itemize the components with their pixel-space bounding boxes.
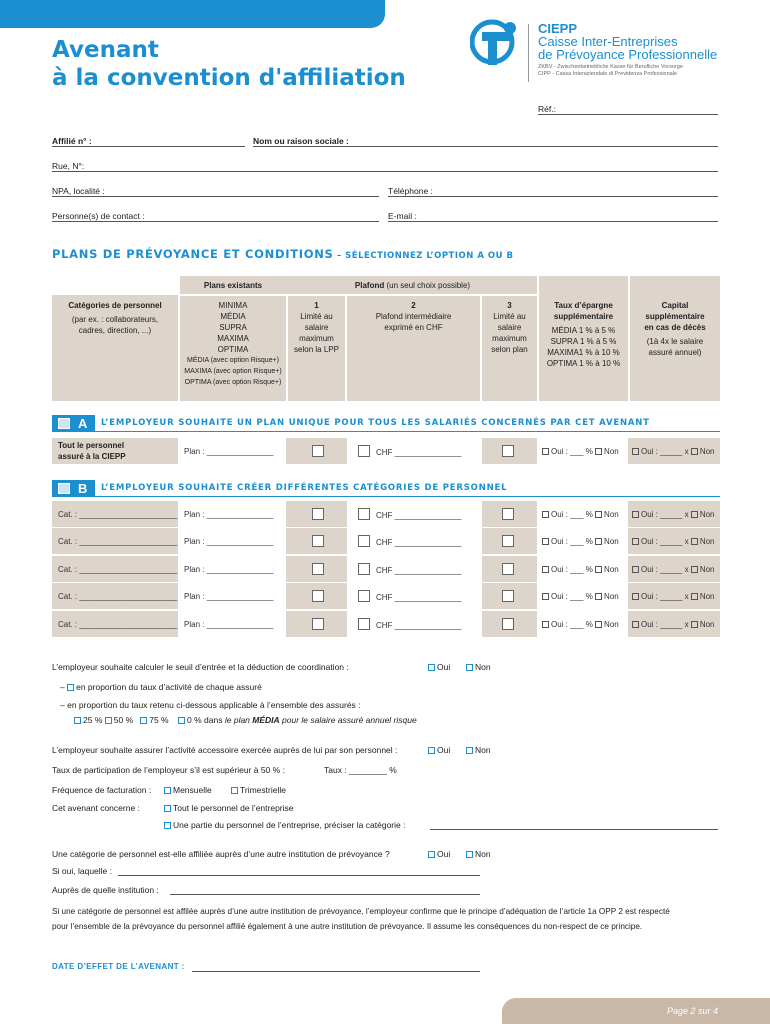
contact-field[interactable]: [52, 221, 379, 222]
taux-option[interactable]: Oui : ___ % Non: [542, 537, 619, 546]
plafond-1-checkbox[interactable]: [312, 618, 324, 630]
capital-option[interactable]: Oui : _____ x Non: [632, 447, 715, 456]
category-field[interactable]: Cat. : ______________________: [58, 592, 178, 601]
option-a-text: L’EMPLOYEUR SOUHAITE UN PLAN UNIQUE POUR TOUS LES SALARIÉS CONCERNÉS PAR CET AVENANT: [101, 418, 650, 428]
logo-separator: [528, 24, 529, 82]
concerne-tout[interactable]: Tout le personnel de l’entreprise: [164, 803, 294, 813]
taux-field[interactable]: Taux : ________ %: [324, 765, 397, 775]
institution-label: Auprès de quelle institution :: [52, 885, 159, 895]
plan-field[interactable]: Plan : _______________: [184, 620, 274, 629]
capital-option[interactable]: Oui : _____ x Non: [632, 592, 715, 601]
plafond-2-checkbox[interactable]: [358, 445, 370, 457]
facturation-trimestrielle[interactable]: Trimestrielle: [231, 785, 286, 795]
logo-text: CIEPP Caisse Inter-Entreprises de Prévoyance Professionnelle: [538, 21, 718, 62]
plafond-3-checkbox[interactable]: [502, 445, 514, 457]
category-field[interactable]: Cat. : ______________________: [58, 537, 178, 546]
facturation-mensuelle[interactable]: Mensuelle: [164, 785, 212, 795]
plafond-1-checkbox[interactable]: [312, 508, 324, 520]
laquelle-label: Si oui, laquelle :: [52, 866, 113, 876]
q-coordination-b: – en proportion du taux retenu ci-dessous applicable à l’ensemble des assurés :: [60, 700, 361, 710]
chf-field[interactable]: CHF _______________: [376, 566, 462, 575]
plafond-1-checkbox[interactable]: [312, 563, 324, 575]
option-b-text: L’EMPLOYEUR SOUHAITE CRÉER DIFFÉRENTES CATÉGORIES DE PERSONNEL: [101, 483, 508, 493]
capital-header: Capital supplémentaire en cas de décès (1à 4x le salaire assuré annuel): [644, 301, 706, 357]
plans-existants-header: Plans existants: [203, 281, 263, 290]
plan-field[interactable]: Plan : _______________: [184, 447, 274, 456]
q-coordination: L’employeur souhaite calculer le seuil d’entrée et la déduction de coordination :: [52, 662, 349, 672]
email-label: E-mail :: [388, 211, 417, 221]
concerne-partie[interactable]: Une partie du personnel de l’entreprise, préciser la catégorie :: [164, 820, 405, 830]
categories-header: Catégories de personnel (par ex. : collaborateurs, cadres, direction, ...): [68, 301, 162, 335]
npa-field[interactable]: [52, 196, 379, 197]
q-accessoire: L’employeur souhaite assurer l’activité accessoire exercée auprès de lui par son personnel :: [52, 745, 398, 755]
taux-option[interactable]: Oui : ___ % Non: [542, 620, 619, 629]
plafond-3-checkbox[interactable]: [502, 508, 514, 520]
plafond-1-checkbox[interactable]: [312, 535, 324, 547]
raison-label: Nom ou raison sociale :: [253, 136, 349, 146]
q-facturation: Fréquence de facturation :: [52, 785, 152, 795]
q-coordination-oui[interactable]: Oui: [428, 662, 450, 672]
category-field[interactable]: Cat. : ______________________: [58, 510, 178, 519]
npa-label: NPA, localité :: [52, 186, 105, 196]
plan-field[interactable]: Plan : _______________: [184, 592, 274, 601]
taux-option[interactable]: Oui : ___ % Non: [542, 592, 619, 601]
plafond-2-checkbox[interactable]: [358, 508, 370, 520]
q-autre-oui[interactable]: Oui: [428, 849, 450, 859]
adequation-paragraph-1: Si une catégorie de personnel est affilée auprès d’une autre institution de prévoyance, l’employeur confirme que le principe d’adéquation de l’article 1a OPP 2 est respecté: [52, 907, 670, 916]
ref-label: Réf.:: [538, 104, 556, 114]
capital-option[interactable]: Oui : _____ x Non: [632, 510, 715, 519]
option-b-badge[interactable]: B: [52, 480, 95, 497]
option-a-row: Tout le personnel assuré à la CIEPP Plan : _______________ CHF _______________ Oui : ___ % Non Oui : _____ x Non: [52, 438, 720, 464]
date-effet-field[interactable]: [192, 971, 480, 972]
page-title: Avenant à la convention d'affiliation: [52, 37, 406, 91]
plafond-2-checkbox[interactable]: [358, 535, 370, 547]
category-field[interactable]: Cat. : ______________________: [58, 620, 178, 629]
q-coordination-non[interactable]: Non: [466, 662, 491, 672]
plafond-2-checkbox[interactable]: [358, 590, 370, 602]
ref-field[interactable]: [538, 114, 718, 115]
plan-field[interactable]: Plan : _______________: [184, 565, 274, 574]
telephone-label: Téléphone :: [388, 186, 433, 196]
plafond-col-3: 3 Limité au salaire maximum selon plan: [491, 301, 528, 354]
affilie-label: Affilié n° :: [52, 136, 92, 146]
chf-field[interactable]: CHF _______________: [376, 511, 462, 520]
taux-option[interactable]: Oui : ___ % Non: [542, 510, 619, 519]
option-b-row: [52, 501, 720, 527]
q-autre-non[interactable]: Non: [466, 849, 491, 859]
contact-label: Personne(s) de contact :: [52, 211, 145, 221]
rue-field[interactable]: [52, 171, 718, 172]
ciepp-logo-icon: [470, 18, 530, 68]
q-accessoire-oui[interactable]: Oui: [428, 745, 450, 755]
q-accessoire-non[interactable]: Non: [466, 745, 491, 755]
plafond-2-checkbox[interactable]: [358, 563, 370, 575]
q-participation: Taux de participation de l’employeur s’il est supérieur à 50 % :: [52, 765, 285, 775]
option-a-checkbox[interactable]: [58, 418, 70, 429]
institution-field[interactable]: [170, 894, 480, 895]
option-b-row: [52, 556, 720, 582]
plafond-1-checkbox[interactable]: [312, 445, 324, 457]
option-b-row: [52, 528, 720, 554]
section-title: PLANS DE PRÉVOYANCE ET CONDITIONS – SÉLECTIONNEZ L’OPTION A OU B: [52, 247, 514, 261]
option-b-row: [52, 583, 720, 609]
option-b-row: [52, 611, 720, 637]
laquelle-field[interactable]: [118, 875, 480, 876]
plafond-3-checkbox[interactable]: [502, 590, 514, 602]
plafond-3-checkbox[interactable]: [502, 618, 514, 630]
plafond-col-2: 2 Plafond intermédiaire exprimé en CHF: [375, 301, 452, 332]
taux-option[interactable]: Oui : ___ % Non: [542, 565, 619, 574]
plafond-1-checkbox[interactable]: [312, 590, 324, 602]
taux-option[interactable]: Oui : ___ % Non: [542, 447, 619, 456]
plan-field[interactable]: Plan : _______________: [184, 537, 274, 546]
chf-field[interactable]: CHF _______________: [376, 538, 462, 547]
plafond-3-checkbox[interactable]: [502, 535, 514, 547]
capital-option[interactable]: Oui : _____ x Non: [632, 537, 715, 546]
q-coordination-a[interactable]: – en proportion du taux d’activité de chaque assuré: [60, 682, 262, 692]
chf-field[interactable]: CHF _______________: [376, 621, 462, 630]
q-concerne: Cet avenant concerne :: [52, 803, 140, 813]
option-b-checkbox[interactable]: [58, 483, 70, 494]
plafond-header: Plafond (un seul choix possible): [354, 281, 471, 290]
plafond-2-checkbox[interactable]: [358, 618, 370, 630]
logo-subtext: ZKBV - Zwischenbetriebliche Kasse für Berufliche Vorsorge CIPP - Cassa Interaziendale di Previdenza Professionale: [538, 64, 683, 77]
plafond-col-1: 1 Limité au salaire maximum selon la LPP: [294, 301, 339, 354]
plafond-3-checkbox[interactable]: [502, 563, 514, 575]
capital-option[interactable]: Oui : _____ x Non: [632, 620, 715, 629]
chf-field[interactable]: CHF _______________: [376, 448, 462, 457]
capital-option[interactable]: Oui : _____ x Non: [632, 565, 715, 574]
rue-label: Rue, N°:: [52, 161, 85, 171]
date-effet-label: DATE D’EFFET DE L’AVENANT :: [52, 962, 185, 971]
telephone-field[interactable]: [388, 196, 718, 197]
taux-epargne-header: Taux d’épargne supplémentaire MÉDIA 1 % à 5 % SUPRA 1 % à 5 % MAXIMA1 % à 10 % OPTIMA 1 % à 10 %: [546, 301, 621, 368]
page-number: Page 2 sur 4: [502, 998, 770, 1024]
option-a-badge[interactable]: A: [52, 415, 95, 432]
plan-field[interactable]: Plan : _______________: [184, 510, 274, 519]
category-field[interactable]: Cat. : ______________________: [58, 565, 178, 574]
affilie-field[interactable]: [52, 146, 245, 147]
email-field[interactable]: [388, 221, 718, 222]
adequation-paragraph-2: pour l’ensemble de la prévoyance du personnel affilié également à une autre institution de prévoyance. Il assume les conséquences du non-respect de ce principe.: [52, 922, 643, 931]
raison-field[interactable]: [253, 146, 718, 147]
q-coordination-rates[interactable]: 25 % 50 % 75 % 0 % dans le plan MÉDIA pour le salaire assuré annuel risque: [74, 715, 417, 725]
q-autre-institution: Une catégorie de personnel est-elle affiliée auprès d’une autre institution de prévoyance ?: [52, 849, 390, 859]
chf-field[interactable]: CHF _______________: [376, 593, 462, 602]
categorie-field[interactable]: [430, 829, 718, 830]
top-accent-bar: [0, 0, 385, 28]
plans-list: MINIMA MÉDIA SUPRA MAXIMA OPTIMA MÉDIA (avec option Risque+) MAXIMA (avec option Risque+) OPTIMA (avec option Risque+): [184, 301, 282, 386]
